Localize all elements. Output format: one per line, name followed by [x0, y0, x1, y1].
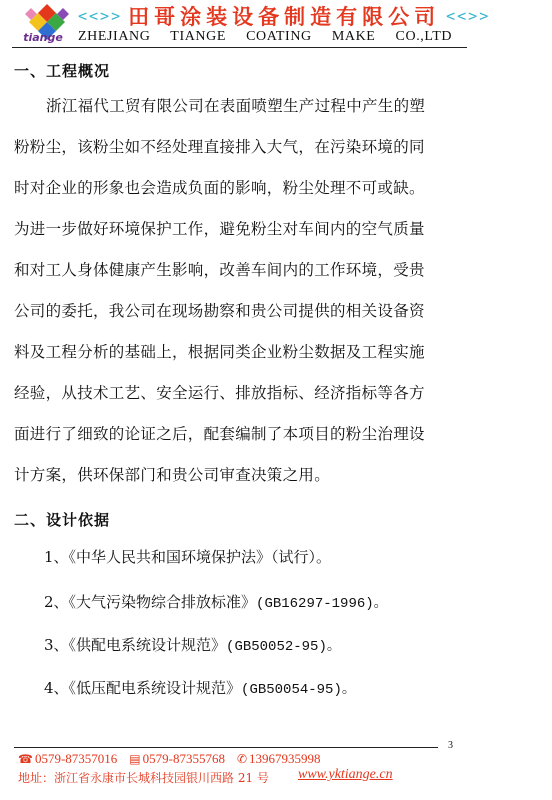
company-name-english: ZHEJIANG TIANGE COATING MAKE CO.,LTD [78, 29, 453, 44]
mobile-contact [237, 751, 321, 767]
paragraph-line: 面进行了细致的论证之后，配套编制了本项目的粉尘治理设 [14, 425, 425, 443]
reference-title: 3、《供配电系统设计规范》 [44, 636, 227, 654]
paragraph-line: 经验，从技术工艺、安全运行、排放指标、经济指标等各方 [14, 384, 425, 402]
document-header [0, 0, 552, 52]
reference-title: 2、《大气污染物综合排放标准》 [44, 593, 257, 611]
paragraph-line: 料及工程分析的基础上，根据同类企业粉尘数据及工程实施 [14, 343, 425, 361]
chevron-right-decoration: <<>> [446, 7, 491, 25]
footer-contacts [18, 751, 438, 767]
reference-code: (GB16297-1996)。 [256, 596, 388, 612]
reference-item [44, 591, 388, 612]
reference-item [44, 677, 356, 698]
section-heading-overview: 一、工程概况 [14, 62, 111, 80]
phone-contact [18, 751, 117, 767]
footer-divider [14, 747, 438, 748]
reference-title: 1、《中华人民共和国环境保护法》（试行）。 [44, 548, 332, 566]
phone-icon: ☎ [18, 752, 33, 766]
logo-wordmark: tiange [23, 31, 63, 44]
mobile-number: 13967935998 [249, 751, 321, 766]
paragraph-line: 公司的委托，我公司在现场勘察和贵公司提供的相关设备资 [14, 302, 425, 320]
paragraph-line: 和对工人身体健康产生影响，改善车间内的工作环境，受贵 [14, 261, 425, 279]
website-link[interactable]: www.yktiange.cn [298, 767, 393, 782]
reference-code: (GB50052-95)。 [226, 639, 341, 655]
company-title-row [78, 3, 538, 29]
fax-icon: ▤ [129, 752, 141, 766]
reference-item [44, 634, 341, 655]
paragraph-line: 为进一步做好环境保护工作，避免粉尘对车间内的空气质量 [14, 220, 425, 238]
phone-number: 0579-87357016 [34, 751, 118, 766]
fax-number: 0579-87355768 [142, 751, 225, 766]
header-divider [12, 47, 467, 48]
paragraph-line: 计方案，供环保部门和贵公司审查决策之用。 [14, 466, 331, 484]
company-name-chinese: 田哥涂装设备制造有限公司 [128, 4, 441, 29]
mobile-phone-icon: ✆ [236, 752, 248, 766]
page-number: 3 [448, 740, 453, 751]
reference-code: (GB50054-95)。 [241, 682, 356, 698]
paragraph-line: 粉粉尘，该粉尘如不经处理直接排入大气，在污染环境的同 [14, 138, 425, 156]
section-heading-design-basis: 二、设计依据 [14, 511, 111, 529]
paragraph-line: 浙江福代工贸有限公司在表面喷塑生产过程中产生的塑 [46, 97, 426, 115]
chevron-left-decoration: <<>> [78, 7, 123, 25]
reference-item [44, 546, 331, 567]
reference-title: 4、《低压配电系统设计规范》 [44, 679, 242, 697]
fax-contact [129, 751, 225, 767]
paragraph-line: 时对企业的形象也会造成负面的影响，粉尘处理不可或缺。 [14, 179, 425, 197]
company-address: 地址：浙江省永康市长城科技园银川西路 21 号 [18, 771, 269, 785]
